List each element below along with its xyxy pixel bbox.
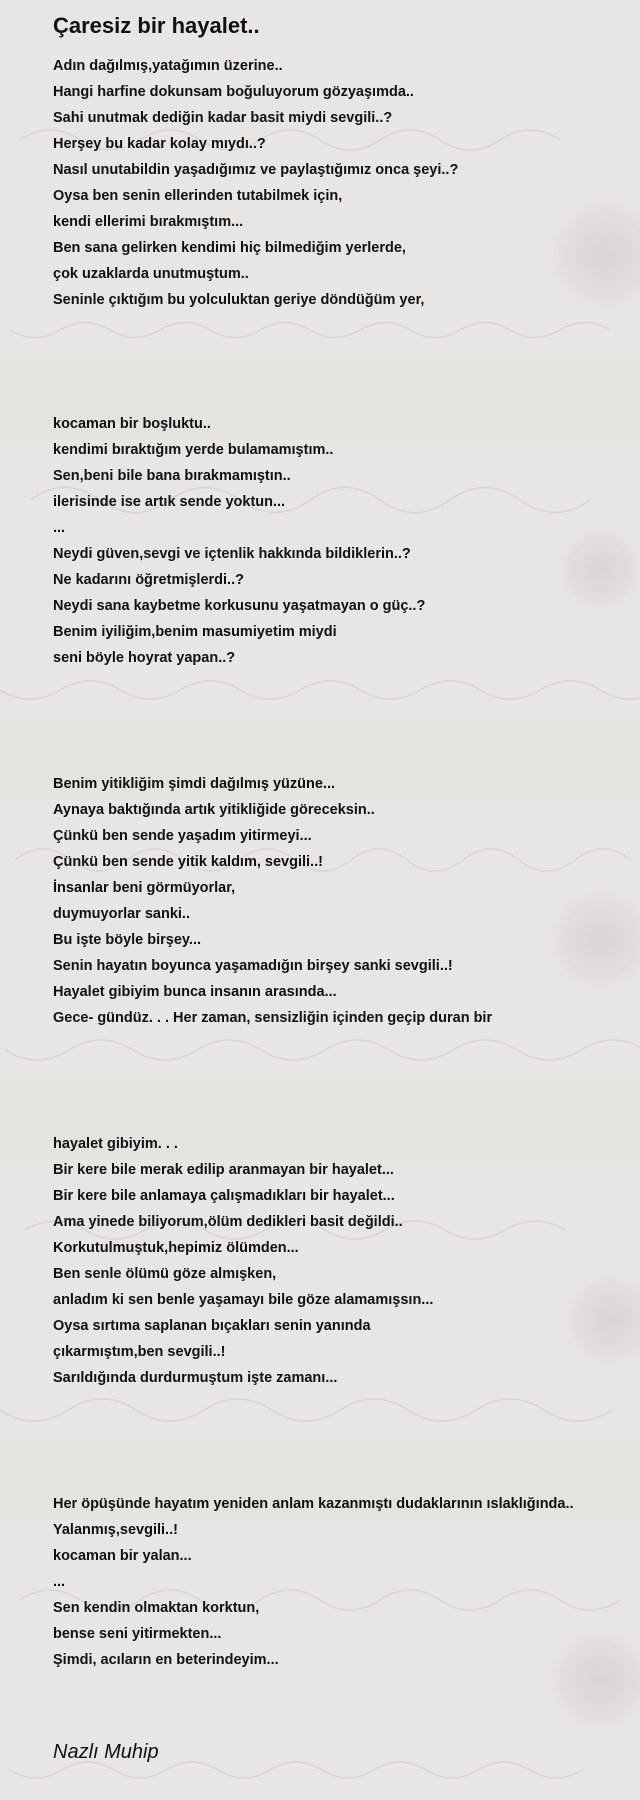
poem-line: Korkutulmuştuk,hepimiz ölümden...	[53, 1240, 299, 1256]
poem-line: Senin hayatın boyunca yaşamadığın birşey sanki sevgili..!	[53, 958, 453, 974]
poem-line: anladım ki sen benle yaşamayı bile göze alamamışsın...	[53, 1292, 434, 1308]
poem-line: Sahi unutmak dediğin kadar basit miydi sevgili..?	[53, 110, 393, 126]
poem-line: Ne kadarını öğretmişlerdi..?	[53, 572, 244, 588]
poem-line: Neydi güven,sevgi ve içtenlik hakkında bildiklerin..?	[53, 546, 411, 562]
poem-line: Bir kere bile anlamaya çalışmadıkları bir hayalet...	[53, 1188, 395, 1204]
poem-line: Hangi harfine dokunsam boğuluyorum gözyaşımda..	[53, 84, 414, 100]
poem-line: ...	[53, 1574, 66, 1590]
poem-line: kocaman bir yalan...	[53, 1548, 192, 1564]
poem-title: Çaresiz bir hayalet..	[53, 13, 260, 38]
poem-line: Ben senle ölümü göze almışken,	[53, 1266, 277, 1282]
poem-line: Ben sana gelirken kendimi hiç bilmediğim yerlerde,	[53, 240, 406, 256]
stanza-1	[53, 53, 458, 313]
poem-line: Benim iyiliğim,benim masumiyetim miydi	[53, 624, 337, 640]
poem-line: Oysa ben senin ellerinden tutabilmek için,	[53, 188, 343, 204]
poem-line: kendi ellerimi bırakmıştım...	[53, 214, 244, 230]
poem-line: Sarıldığında durdurmuştum işte zamanı...	[53, 1370, 338, 1386]
stanza-5	[53, 1491, 574, 1673]
poem-line: Bu işte böyle birşey...	[53, 932, 202, 948]
poem-line: duymuyorlar sanki..	[53, 906, 190, 922]
poem-line: Çünkü ben sende yitik kaldım, sevgili..!	[53, 854, 323, 870]
poem-line: seni böyle hoyrat yapan..?	[53, 650, 236, 666]
poem-line: Sen kendin olmaktan korktun,	[53, 1600, 260, 1616]
poem-line: Benim yitikliğim şimdi dağılmış yüzüne...	[53, 776, 336, 792]
poem-line: Aynaya baktığında artık yitikliğide göreceksin..	[53, 802, 375, 818]
stanza-2	[53, 411, 425, 671]
stanza-3	[53, 771, 492, 1031]
poem-line: Çünkü ben sende yaşadım yitirmeyi...	[53, 828, 312, 844]
poem-line: Herşey bu kadar kolay mıydı..?	[53, 136, 266, 152]
poem-author: Nazlı Muhip	[53, 1741, 159, 1763]
poem-line: ilerisinde ise artık sende yoktun...	[53, 494, 286, 510]
poem-line: çıkarmıştım,ben sevgili..!	[53, 1344, 226, 1360]
poem-line: Oysa sırtıma saplanan bıçakları senin yanında	[53, 1318, 371, 1334]
poem-line: İnsanlar beni görmüyorlar,	[53, 880, 236, 896]
poem-line: Nasıl unutabildin yaşadığımız ve paylaştığımız onca şeyi..?	[53, 162, 459, 178]
poem-line: hayalet gibiyim. . .	[53, 1136, 178, 1152]
poem-line: Neydi sana kaybetme korkusunu yaşatmayan o güç..?	[53, 598, 426, 614]
poem-line: Gece- gündüz. . . Her zaman, sensizliğin içinden geçip duran bir	[53, 1010, 493, 1026]
poem-line: Adın dağılmış,yatağımın üzerine..	[53, 58, 283, 74]
poem-line: Seninle çıktığım bu yolculuktan geriye döndüğüm yer,	[53, 292, 425, 308]
stanza-4	[53, 1131, 433, 1391]
poem-line: bense seni yitirmekten...	[53, 1626, 222, 1642]
poem-line: Her öpüşünde hayatım yeniden anlam kazanmıştı dudaklarının ıslaklığında..	[53, 1496, 574, 1512]
poem-line: Hayalet gibiyim bunca insanın arasında...	[53, 984, 337, 1000]
poem-line: çok uzaklarda unutmuştum..	[53, 266, 249, 282]
poem-line: Bir kere bile merak edilip aranmayan bir hayalet...	[53, 1162, 394, 1178]
poem-line: Ama yinede biliyorum,ölüm dedikleri basit değildi..	[53, 1214, 403, 1230]
poem-line: Sen,beni bile bana bırakmamıştın..	[53, 468, 291, 484]
poem-line: Yalanmış,sevgili..!	[53, 1522, 178, 1538]
poem-line: kendimi bıraktığım yerde bulamamıştım..	[53, 442, 334, 458]
poem-line: ...	[53, 520, 66, 536]
poem-line: Şimdi, acıların en beterindeyim...	[53, 1652, 279, 1668]
poem-line: kocaman bir boşluktu..	[53, 416, 211, 432]
